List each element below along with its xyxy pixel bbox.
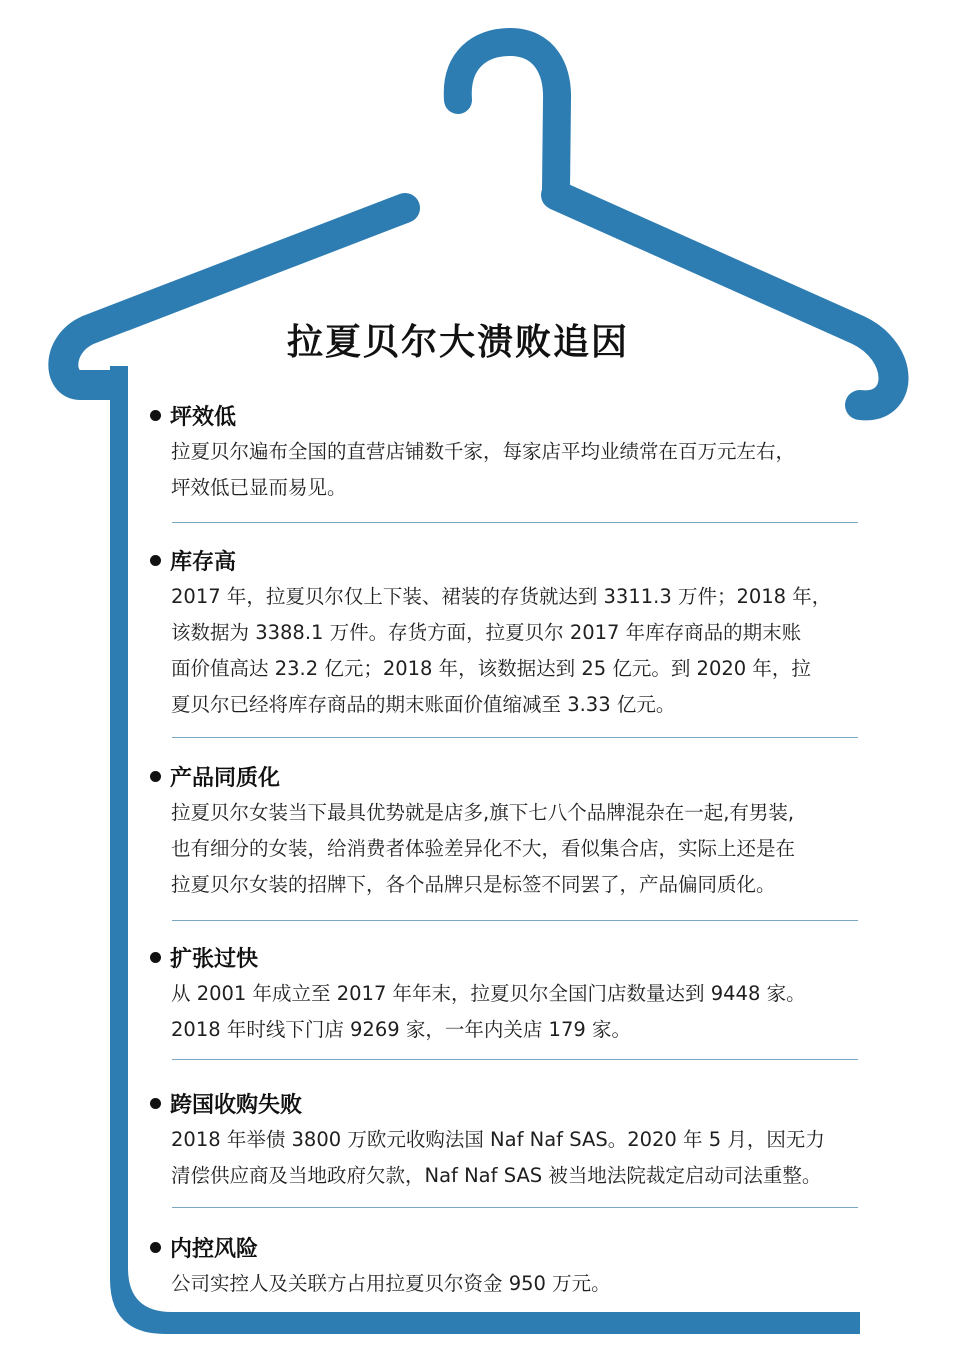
body-line: 也有细分的女装，给消费者体验差异化不大，看似集合店，实际上还是在 (171, 837, 796, 860)
section-body (171, 795, 862, 903)
divider (172, 737, 858, 738)
section-homogenization (150, 761, 862, 903)
divider (172, 920, 858, 921)
divider (172, 522, 858, 523)
section-body (171, 1122, 862, 1194)
heading-text: 产品同质化 (170, 765, 281, 791)
section-body (171, 579, 862, 723)
section-over-expansion (150, 942, 862, 1048)
section-heading (150, 1088, 862, 1118)
section-heading (150, 400, 862, 430)
body-line: 坪效低已显而易见。 (171, 476, 347, 499)
hanger-right-arm (556, 195, 894, 405)
body-line: 夏贝尔已经将库存商品的期末账面价值缩减至 3.33 亿元。 (171, 693, 676, 716)
section-body (171, 1266, 862, 1302)
section-body (171, 434, 862, 506)
section-low-efficiency (150, 400, 862, 506)
section-heading (150, 761, 862, 791)
body-line: 拉夏贝尔遍布全国的直营店铺数千家，每家店平均业绩常在百万元左右， (171, 440, 796, 463)
bullet-icon (150, 1098, 161, 1109)
body-line: 2018 年时线下门店 9269 家，一年内关店 179 家。 (171, 1018, 631, 1041)
body-line: 2018 年举债 3800 万欧元收购法国 Naf Naf SAS。2020 年 5 月，因无力 (171, 1128, 825, 1151)
heading-text: 库存高 (170, 549, 237, 575)
body-line: 该数据为 3388.1 万件。存货方面，拉夏贝尔 2017 年库存商品的期末账 (171, 621, 802, 644)
section-internal-control (150, 1232, 862, 1302)
section-heading (150, 1232, 862, 1262)
section-acquisition-failure (150, 1088, 862, 1194)
section-heading (150, 942, 862, 972)
divider (172, 1207, 858, 1208)
bullet-icon (150, 555, 161, 566)
body-line: 从 2001 年成立至 2017 年年末，拉夏贝尔全国门店数量达到 9448 家。 (171, 982, 806, 1005)
page-title: 拉夏贝尔大溃败追因 (286, 322, 629, 363)
bullet-icon (150, 952, 161, 963)
heading-text: 扩张过快 (170, 946, 259, 972)
heading-text: 坪效低 (170, 404, 237, 430)
heading-text: 跨国收购失败 (170, 1092, 303, 1118)
body-line: 清偿供应商及当地政府欠款，Naf Naf SAS 被当地法院裁定启动司法重整。 (171, 1164, 822, 1187)
bullet-icon (150, 410, 161, 421)
body-line: 面价值高达 23.2 亿元；2018 年，该数据达到 25 亿元。到 2020 年，拉 (171, 657, 811, 680)
section-heading (150, 545, 862, 575)
heading-text: 内控风险 (170, 1236, 259, 1262)
divider (172, 1059, 858, 1060)
section-body (171, 976, 862, 1048)
body-line: 拉夏贝尔女装当下最具优势就是店多,旗下七八个品牌混杂在一起,有男装, (171, 801, 795, 824)
body-line: 公司实控人及关联方占用拉夏贝尔资金 950 万元。 (171, 1272, 611, 1295)
section-high-inventory (150, 545, 862, 723)
body-line: 2017 年，拉夏贝尔仅上下装、裙装的存货就达到 3311.3 万件；2018 年， (171, 585, 832, 608)
bullet-icon (150, 1242, 161, 1253)
body-line: 拉夏贝尔女装的招牌下，各个品牌只是标签不同罢了，产品偏同质化。 (171, 873, 776, 896)
hanger-hook (458, 42, 557, 190)
bullet-icon (150, 771, 161, 782)
